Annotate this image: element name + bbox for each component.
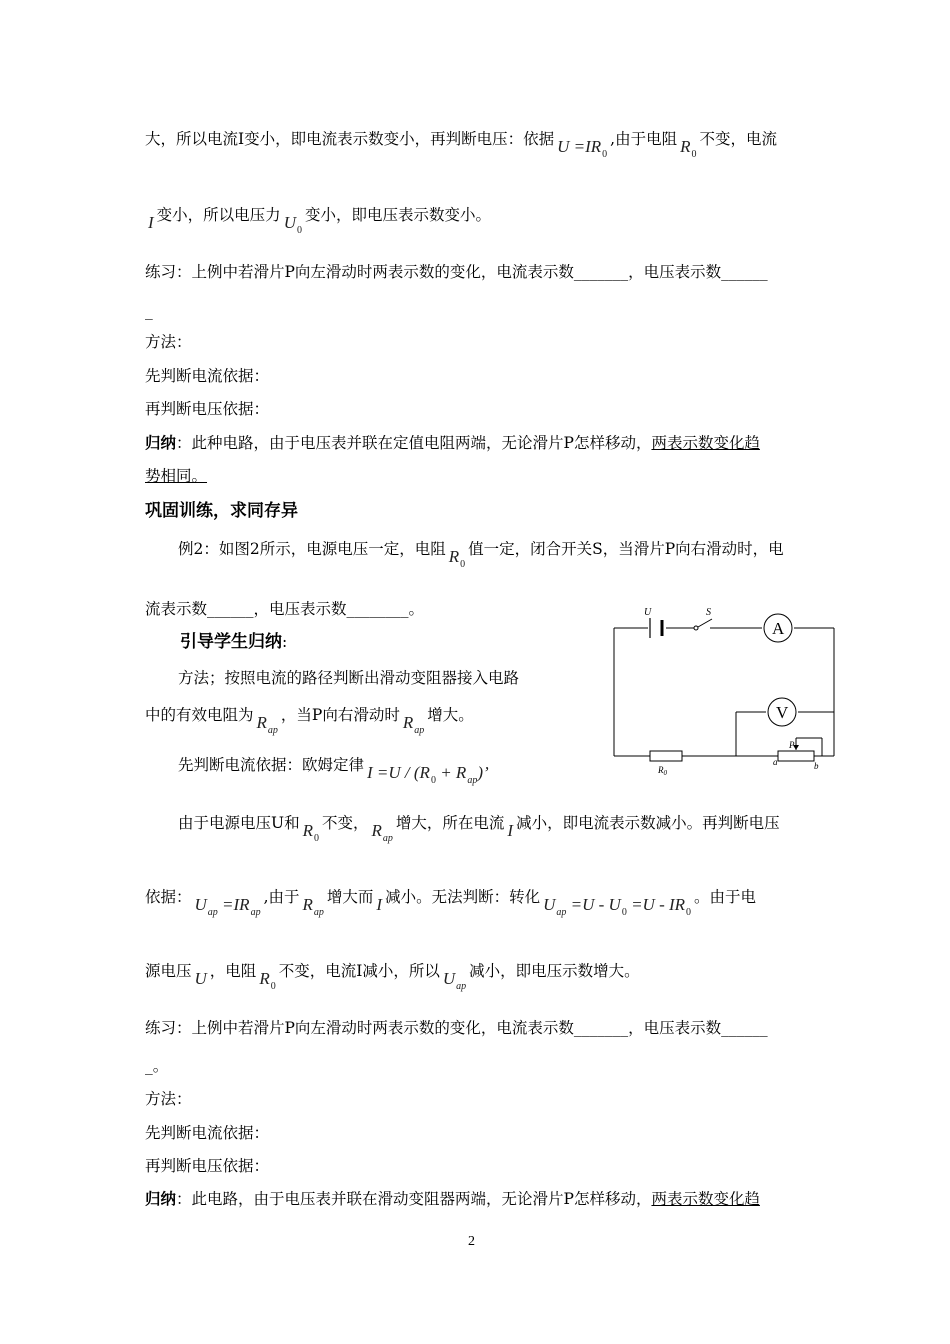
symbol-rap: $R_{ap}$ xyxy=(256,713,278,736)
symbol-rap: $R_{ap}$ xyxy=(371,821,393,844)
formula-ohm: $I =U / (R_0 + R_{ap})$’ xyxy=(367,763,489,786)
symbol-r0: $R_0$ xyxy=(302,821,319,844)
symbol-rap: $R_{ap}$ xyxy=(302,895,324,918)
resistor-label: $R_0$ xyxy=(658,765,667,777)
text: 不变，电流 xyxy=(699,130,778,148)
symbol-i: I xyxy=(148,213,154,232)
summary-2: 归纳：此电路，由于电压表并联在滑动变阻器两端，无论滑片P怎样移动，两表示数变化趋 xyxy=(145,1190,760,1208)
symbol-uap: $U_{ap}$ xyxy=(442,969,467,992)
page-number: 2 xyxy=(468,1234,475,1249)
example-2-cont: 流表示数______，电压表示数________。 xyxy=(145,600,425,618)
rheostat-end-a: a xyxy=(773,757,778,767)
symbol-rap: $R_{ap}$ xyxy=(402,713,425,736)
exercise-1-cont: _ xyxy=(145,302,153,320)
formula-u-ir0: $U =IR_0$ xyxy=(557,137,608,160)
text: ,由于电阻 xyxy=(610,130,678,148)
voltage-basis: 再判断电压依据： xyxy=(145,400,270,418)
method-2-cont: 中的有效电阻为 $R_{ap}$，当P向右滑动时 $R_{ap}$增大。 xyxy=(145,704,474,734)
text: 大，所以电流I变小，即电流表示数变小，再判断电压：依据 xyxy=(145,130,555,148)
method-label: 方法： xyxy=(145,333,192,351)
symbol-u: U xyxy=(194,969,207,988)
exercise-2-cont: _。 xyxy=(145,1057,169,1075)
resistor-r0 xyxy=(650,751,682,761)
reason-line-1: 由于电源电压U和 $R_0$不变， $R_{ap}$增大，所在电流 I 减小，即电流表示数减小。再判断电压 xyxy=(178,812,780,842)
paragraph-line-2 xyxy=(145,204,491,234)
slider-label: P xyxy=(789,740,795,750)
example-2: 例2：如图2所示，电源电压一定，电阻 $R_0$值一定，闭合开关S，当滑片P向右滑动时，电 xyxy=(178,538,784,568)
voltage-basis: 再判断电压依据： xyxy=(145,1157,270,1175)
current-basis: 先判断电流依据： xyxy=(145,1124,270,1142)
method-2: 方法；按照电流的路径判断出滑动变阻器接入电路 xyxy=(178,669,520,687)
reason-line-3: 源电压 U ，电阻 $R_0$不变，电流I减小，所以 $U_{ap}$减小，即电压示数增大。 xyxy=(145,960,640,990)
formula-transform: $U_{ap} =U - U_0 =U - IR_0$ xyxy=(543,895,692,918)
summary-1-cont: 势相同。 xyxy=(145,467,208,485)
switch-label: S xyxy=(706,607,711,618)
reason-line-2: 依据： $U_{ap} =IR_{ap}$,由于 $R_{ap}$增大而 I 减小。无法判断：转化 $U_{ap} =U - U_0 =U - IR_0$。由于电 xyxy=(145,886,756,916)
summary-label: 归纳 xyxy=(145,1190,177,1208)
summary-label: 归纳 xyxy=(145,434,177,452)
symbol-i: I xyxy=(376,895,383,914)
paragraph-line-1 xyxy=(145,128,777,158)
method-label: 方法： xyxy=(145,1090,192,1108)
summary-1: 归纳：此种电路，由于电压表并联在定值电阻两端，无论滑片P怎样移动，两表示数变化趋 xyxy=(145,434,760,452)
circuit-diagram xyxy=(600,600,850,780)
rheostat-end-b: b xyxy=(814,761,819,771)
rheostat xyxy=(778,751,814,761)
guide-title: 引导学生归纳: xyxy=(180,632,288,652)
text: 变小，所以电压力 xyxy=(156,206,281,224)
exercise-1: 练习：上例中若滑片P向左滑动时两表示数的变化，电流表示数_______，电压表示数______ xyxy=(145,263,768,281)
symbol-r0: $R_0$ xyxy=(259,969,276,992)
symbol-i: I xyxy=(507,821,514,840)
battery-label: U xyxy=(644,607,652,618)
current-basis: 先判断电流依据： xyxy=(145,367,270,385)
exercise-2: 练习：上例中若滑片P向左滑动时两表示数的变化，电流表示数_______，电压表示数______ xyxy=(145,1019,768,1037)
symbol-r0: $R_0$ xyxy=(680,137,697,160)
symbol-u0: $U_0$ xyxy=(283,213,302,236)
text: 变小，即电压表示数变小。 xyxy=(304,206,491,224)
switch-contact xyxy=(694,626,698,630)
formula-uap: $U_{ap} =IR_{ap}$ xyxy=(194,895,261,918)
section-title: 巩固训练，求同存异 xyxy=(145,501,298,521)
voltmeter-label: V xyxy=(776,703,789,722)
switch-blade xyxy=(698,619,712,627)
ammeter-label: A xyxy=(772,619,785,638)
symbol-r0: $R_0$ xyxy=(448,547,466,570)
ohm-law-line: 先判断电流依据：欧姆定律 $I =U / (R_0 + R_{ap})$’ xyxy=(178,754,492,784)
